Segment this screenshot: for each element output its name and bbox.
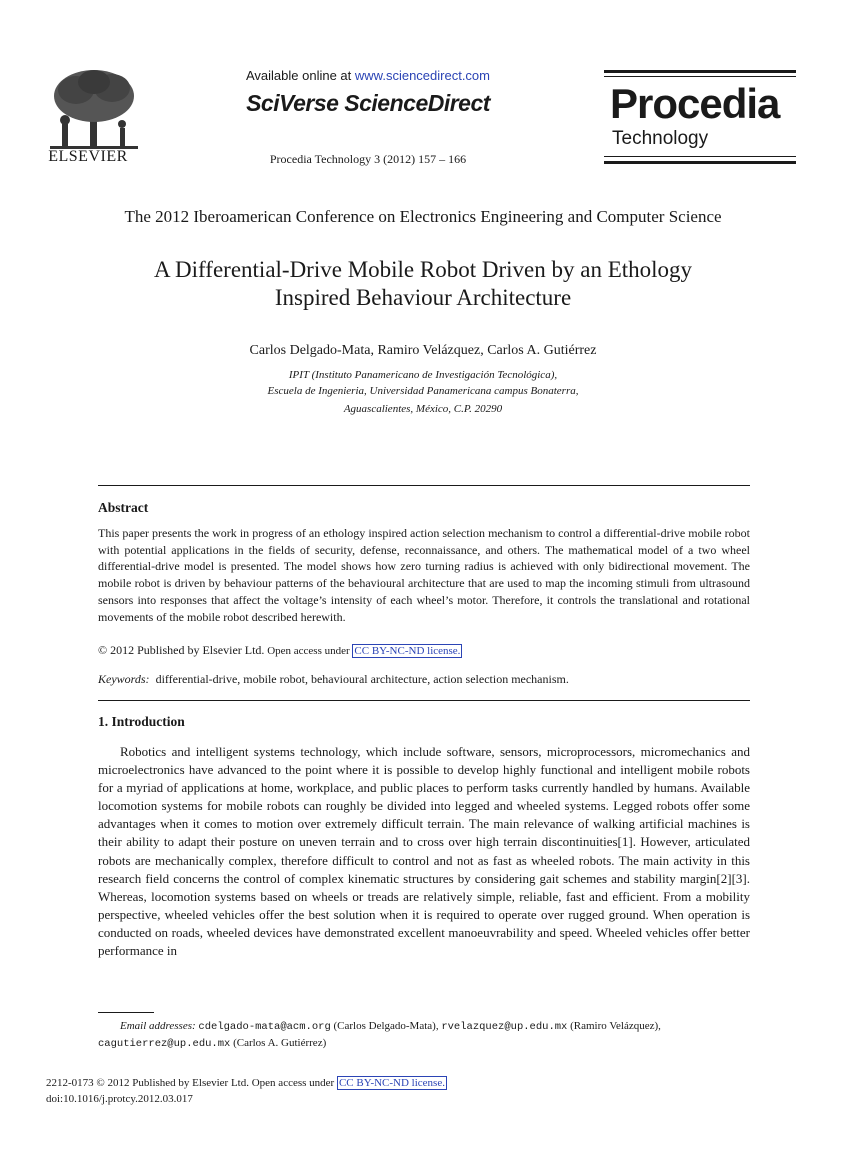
email-owner-3: (Carlos A. Gutiérrez) (230, 1037, 327, 1049)
paper-title-line-2: Inspired Behaviour Architecture (274, 285, 572, 310)
paper-authors: Carlos Delgado-Mata, Ramiro Velázquez, Carlos A. Gutiérrez (249, 343, 597, 358)
introduction-body: Robotics and intelligent systems technology, which include software, sensors, microprocessors, micromechanics and microelectronics have advanced to the point where it is possible to develop highly functional and intelligent mobile robots for a myriad of applications at home, workplace, and public places to perform tasks currently handled by humans. Available locomotion systems for mobile robots can roughly be divided into legged and wheeled systems. Legged robots offer some advantages when it comes to motion over extremely difficult terrain. The main relevance of walking artificial machines is their ability to adapt their posture on uneven terrain and to cross over high terrain discontinuities[1]. However, articulated robots are mechanically complex, therefore difficult to control and not as fast as wheeled robots. The main activity in this research field concerns the control of complex kinematic structures by considering gait schemes and stability margin[2][3]. Whereas, locomotion systems based on wheels or treads are relatively simple, reliable, fast and efficient. From a mobility perspective, wheeled vehicles offer the best solution when it is required to operate over rugged ground. When operation is conducted on roads, wheeled devices have demonstrated excellent manoeuvrability and speed. Wheeled vehicles offer better performance in (98, 744, 750, 959)
paper-title (80, 256, 766, 312)
logo-top-rule (604, 70, 796, 73)
section-heading-introduction: 1. Introduction (98, 714, 185, 729)
copyright-line (98, 643, 750, 658)
abstract-top-rule (98, 485, 750, 486)
email-owner-1: (Carlos Delgado-Mata), (330, 1020, 442, 1032)
footnote-rule (98, 1012, 154, 1013)
issn-text: 2212-0173 © 2012 Published by Elsevier Ltd. Open access under (46, 1077, 337, 1089)
paper-title-line-1: A Differential-Drive Mobile Robot Driven by an Ethology (153, 257, 693, 282)
available-online-line (200, 68, 536, 83)
procedia-name: Procedia (610, 80, 780, 127)
affiliation-line-3: Aguascalientes, México, C.P. 20290 (343, 403, 503, 415)
logo-top-thin-rule (604, 76, 796, 77)
email-link-1[interactable]: cdelgado-mata@acm.org (198, 1021, 331, 1033)
email-label: Email addresses: (120, 1020, 196, 1032)
sciencedirect-link[interactable]: www.sciencedirect.com (354, 68, 490, 83)
email-owner-2: (Ramiro Velázquez), (567, 1020, 661, 1032)
logo-bottom-thin-rule (604, 156, 796, 157)
open-access-text: Open access under (264, 645, 353, 657)
procedia-technology-logo (604, 70, 796, 164)
available-online-label: Available online at (245, 68, 355, 83)
keywords-line (98, 672, 750, 687)
keywords-label: Keywords: (98, 672, 150, 686)
copyright-text: © 2012 Published by Elsevier Ltd. (98, 643, 265, 657)
keywords-list: differential-drive, mobile robot, behavioural architecture, action selection mechanism. (155, 672, 569, 686)
issn-line (46, 1077, 447, 1089)
doi-line: doi:10.1016/j.protcy.2012.03.017 (46, 1093, 193, 1105)
affiliation-line-1: IPIT (Instituto Panamericano de Investigación Tecnológica), (288, 369, 558, 381)
procedia-subtitle: Technology (612, 128, 709, 149)
email-link-2[interactable]: rvelazquez@up.edu.mx (441, 1021, 568, 1033)
journal-reference: Procedia Technology 3 (2012) 157 – 166 (269, 152, 467, 166)
email-footnote (98, 1018, 758, 1052)
abstract-body: This paper presents the work in progress of an ethology inspired action selection mechanism to control a differential-drive mobile robot with potential applications in the fields of security, defense, reconnaissance, and others. The mathematical model of a two wheel differential-drive model is presented. The model shows how zero turning radius is achieved with only bidirectional movement. The mobile robot is driven by behaviour patterns of the behavioural architecture that are used to map the incoming stimuli from ultrasound sensors into responses that affect the voltage’s intensity of each wheel’s motor. Therefore, it controls the translational and rotational movements of the mobile robot described herewith. (98, 526, 750, 624)
logo-bottom-rule (604, 161, 796, 164)
abstract-bottom-rule (98, 700, 750, 701)
elsevier-wordmark: ELSEVIER (48, 148, 128, 165)
license-link[interactable]: CC BY-NC-ND license. (354, 645, 461, 657)
conference-name: The 2012 Iberoamerican Conference on Electronics Engineering and Computer Science (124, 207, 722, 226)
affiliation-line-2: Escuela de Ingenieria, Universidad Panamericana campus Bonaterra, (267, 385, 579, 397)
footer-license-link[interactable]: CC BY-NC-ND license. (338, 1077, 445, 1089)
sciverse-sciencedirect-logo: SciVerse ScienceDirect (246, 90, 490, 116)
abstract-heading: Abstract (98, 500, 149, 515)
email-link-3[interactable]: cagutierrez@up.edu.mx (98, 1038, 231, 1050)
